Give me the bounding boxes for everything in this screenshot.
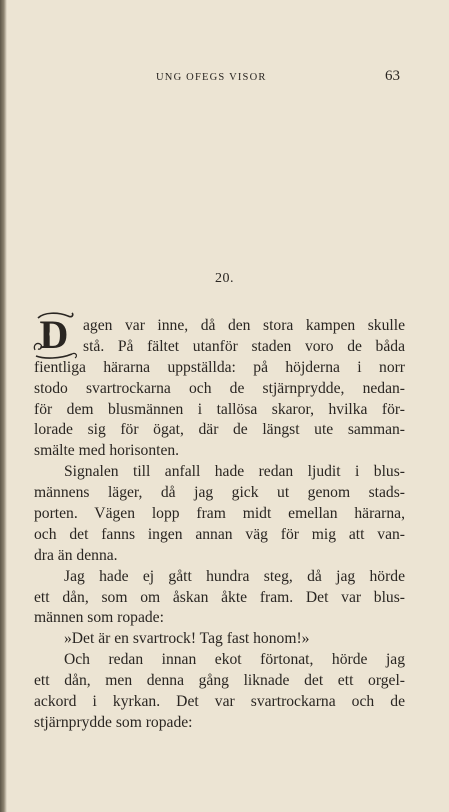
text-line: dra än denna. — [34, 546, 118, 564]
svg-text:D: D — [39, 312, 69, 357]
text-line: fientliga härarna uppställda: på höjderna i norr — [34, 358, 405, 376]
text-line: lorade sig för ögat, där de längst ute samman- — [34, 421, 405, 439]
page-number: 63 — [385, 68, 400, 84]
ornamental-drop-cap-d — [32, 310, 80, 360]
text-line: stå. På fältet utanför staden voro de båda — [83, 337, 405, 355]
text-line: »Det är en svartrock! Tag fast honom!» — [64, 630, 310, 648]
text-line: smälte med horisonten. — [34, 442, 180, 460]
text-line: och det fanns ingen annan väg för mig att van- — [34, 525, 405, 543]
text-line: stjärnprydde som ropade: — [34, 713, 193, 731]
page-binding-edge — [0, 0, 7, 812]
text-line: männen som ropade: — [34, 609, 164, 627]
running-header — [0, 70, 449, 86]
text-line: Jag hade ej gått hundra steg, då jag hörde — [64, 567, 405, 585]
text-line: för dem blusmännen i tallösa skaror, hvilka för- — [34, 400, 405, 418]
text-line: Signalen till anfall hade redan ljudit i blus- — [64, 463, 405, 481]
running-title: UNG OFEGS VISOR — [156, 72, 267, 83]
text-line: männens läger, då jag gick ut genom stads- — [34, 484, 405, 502]
text-line: ackord i kyrkan. Det var svartrockarna och de — [34, 693, 405, 711]
text-line: ett dån, men denna gång liknade det ett orgel- — [34, 672, 405, 690]
text-line: Och redan innan ekot förtonat, hörde jag — [64, 651, 405, 669]
text-line: ett dån, som om åskan åkte fram. Det var blus- — [34, 588, 405, 606]
text-line: porten. Vägen lopp fram midt emellan härarna, — [34, 505, 405, 523]
body-text — [34, 312, 405, 734]
text-line: agen var inne, då den stora kampen skulle — [83, 317, 405, 334]
text-line: stodo svartrockarna och de stjärnprydde, nedan- — [34, 379, 405, 397]
section-number: 20. — [215, 271, 234, 286]
